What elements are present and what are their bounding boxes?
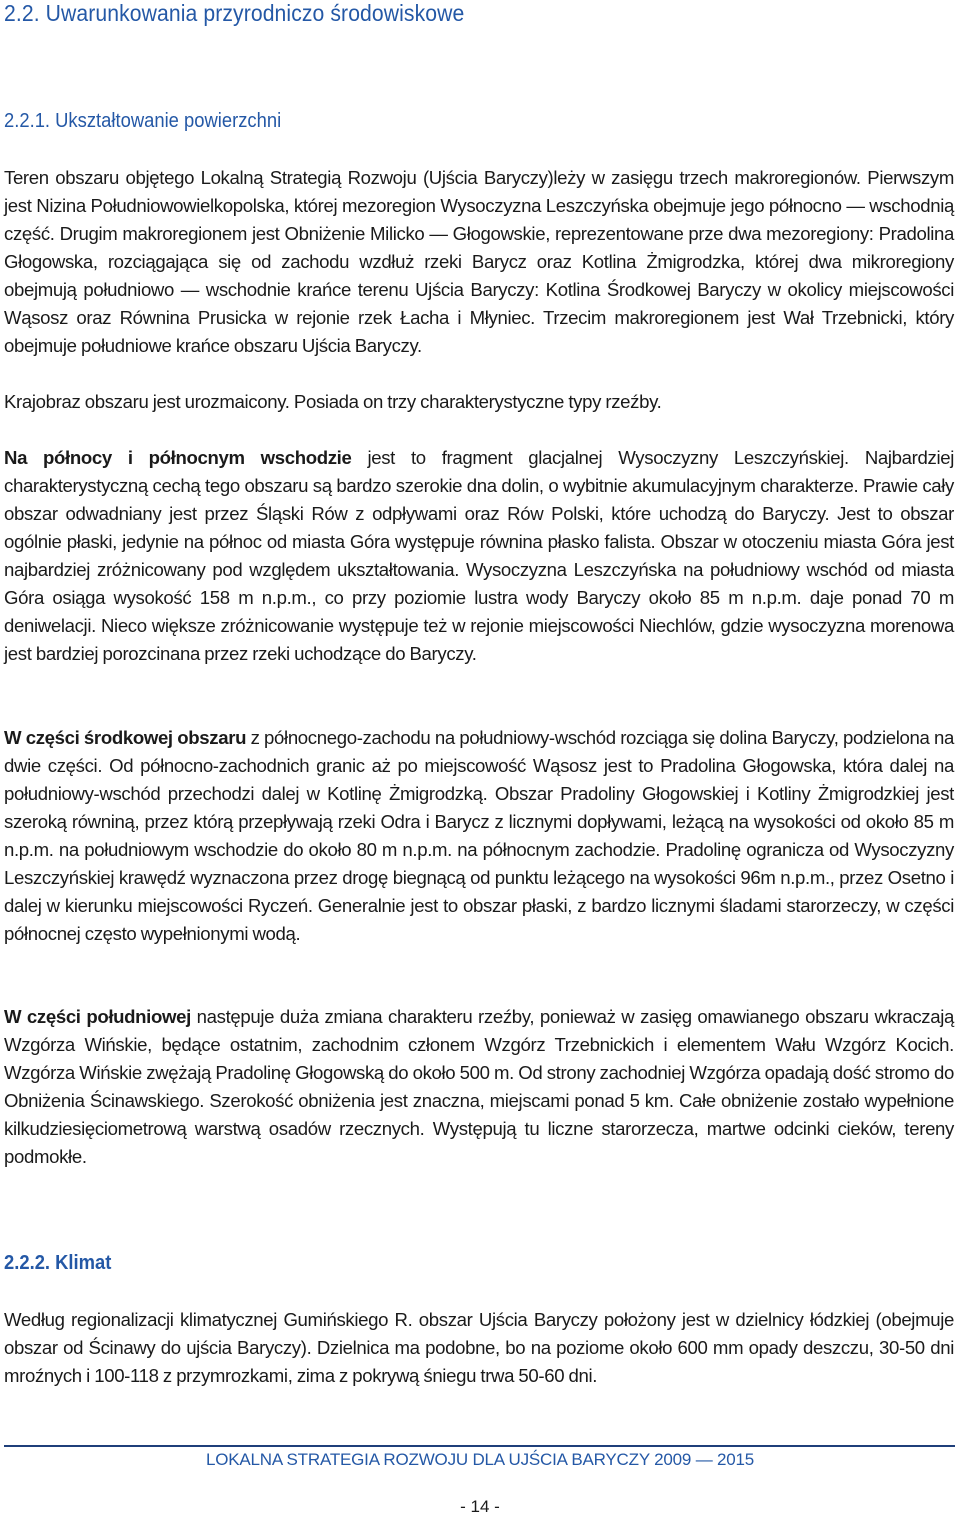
paragraph-north-body: jest to fragment glacjalnej Wysoczyzny Leszczyńskiej. Najbardziej charakterystyczną cechą tego obszaru są bardzo szerokie dna dolin, o wybitnie akumulacyjnym charakterze. Prawie cały obszar odwadniany jest przez Śląski Rów z odpływami oraz Rów Polski, które uchodzą do Baryczy. Jest to obszar ogólnie płaski, jedynie na północ od miasta Góra występuje równina płasko falista. Obszar w otoczeniu miasta Góra jest najbardziej zróżnicowany pod względem ukształtowania. Wysoczyzna Leszczyńska na południowy wschód od miasta Góra osiąga wysokość 158 m n.p.m., co przy poziomie lustra wody Baryczy około 85 m n.p.m. daje ponad 70 m deniwelacji. Nieco większe zróżnicowanie występuje też w rejonie miejscowości Niechlów, gdzie wysoczyzna morenowa jest bardziej porozcinana przez rzeki uchodzące do Baryczy. xyxy=(4,447,954,664)
footer-title xyxy=(0,1450,960,1470)
paragraph-north-lead: Na północy i północnym wschodzie xyxy=(4,447,352,468)
paragraph-climate: Według regionalizacji klimatycznej Gumińskiego R. obszar Ujścia Baryczy położony jest w dzielnicy łódzkiej (obejmuje obszar od Ścinawy do ujścia Baryczy). Dzielnica ma podobne, bo na poziome około 600 mm opady deszczu, 30-50 dni mroźnych i 100-118 z przymrozkami, zima z pokrywą śniegu trwa 50-60 dni. xyxy=(4,1309,954,1386)
paragraph-middle-body: z północnego-zachodu na południowy-wschód rozciąga się dolina Baryczy, podzielona na dwie części. Od północno-zachodnich granic aż po miejscowość Wąsosz jest to Pradolina Głogowska, która dalej na południowy-wschód przechodzi dalej w Kotlinę Żmigrodzką. Obszar Pradoliny Głogowskiej i Kotliny Żmigrodzkiej jest szeroką równiną, przez którą przepływają rzeki Odra i Barycz z licznymi dopływami, leżącą na wysokości od około 85 m n.p.m. na południowym wschodzie do około 80 m n.p.m. na północnym zachodzie. Pradolinę ogranicza od Wysoczyzny Leszczyńskiej krawędź wyznaczona przez drogę biegnącą od punktu leżącego na wysokości 96m n.p.m., przez Osetno i dalej w kierunku miejscowości Ryczeń. Generalnie jest to obszar płaski, z bardzo licznymi śladami starorzeczy, w części północnej często wypełnionymi wodą. xyxy=(4,727,954,944)
paragraph-north xyxy=(4,444,954,668)
subsection-title-climate: 2.2.2. Klimat xyxy=(4,1252,112,1274)
footer-rule xyxy=(4,1445,955,1447)
page-number: - 14 - xyxy=(460,1497,500,1516)
subsection-title-surface: 2.2.1. Ukształtowanie powierzchni xyxy=(4,110,282,132)
paragraph-middle xyxy=(4,724,954,948)
paragraph-landscape: Krajobraz obszaru jest urozmaicony. Posiada on trzy charakterystyczne typy rzeźby. xyxy=(4,391,662,412)
footer-title-text: LOKALNA STRATEGIA ROZWOJU DLA UJŚCIA BARYCZY 2009 — 2015 xyxy=(205,1450,755,1469)
paragraph-south xyxy=(4,1003,954,1171)
paragraph-middle-lead: W części środkowej obszaru xyxy=(4,727,247,748)
paragraph-south-lead: W części południowej xyxy=(4,1006,191,1027)
paragraph-macroregions: Teren obszaru objętego Lokalną Strategią Rozwoju (Ujścia Baryczy)leży w zasięgu trzech makroregionów. Pierwszym jest Nizina Południowowielkopolska, której mezoregion Wysoczyzna Leszczyńska obejmuje jego północno — wschodnią część. Drugim makroregionem jest Obniżenie Milicko — Głogowskie, reprezentowane prze dwa mezoregiony: Pradolina Głogowska, rozciągająca się od zachodu wzdłuż rzeki Barycz oraz Kotlina Żmigrodzka, której dwa mikroregiony obejmują południowo — wschodnie krańce terenu Ujścia Baryczy: Kotlina Środkowej Baryczy w okolicy miejscowości Wąsosz oraz Równina Prusicka w rejonie rzek Łacha i Młyniec. Trzecim makroregionem jest Wał Trzebnicki, który obejmuje południowe krańce obszaru Ujścia Baryczy. xyxy=(4,167,954,356)
paragraph-south-body: następuje duża zmiana charakteru rzeźby, ponieważ w zasięg omawianego obszaru wkraczają Wzgórza Wińskie, będące ostatnim, zachodnim członem Wzgórz Trzebnickich i elementem Wału Wzgórz Kocich. Wzgórza Wińskie zwężają Pradolinę Głogowską do około 500 m. Od strony zachodniej Wzgórza opadają dość stromo do Obniżenia Ścinawskiego. Szerokość obniżenia jest znaczna, miejscami ponad 5 km. Całe obniżenie zostało wypełnione kilkudziesięciometrową warstwą osadów rzecznych. Występują tu liczne starorzecza, martwe odcinki cieków, tereny podmokłe. xyxy=(4,1006,954,1167)
section-title: 2.2. Uwarunkowania przyrodniczo środowiskowe xyxy=(4,0,465,26)
